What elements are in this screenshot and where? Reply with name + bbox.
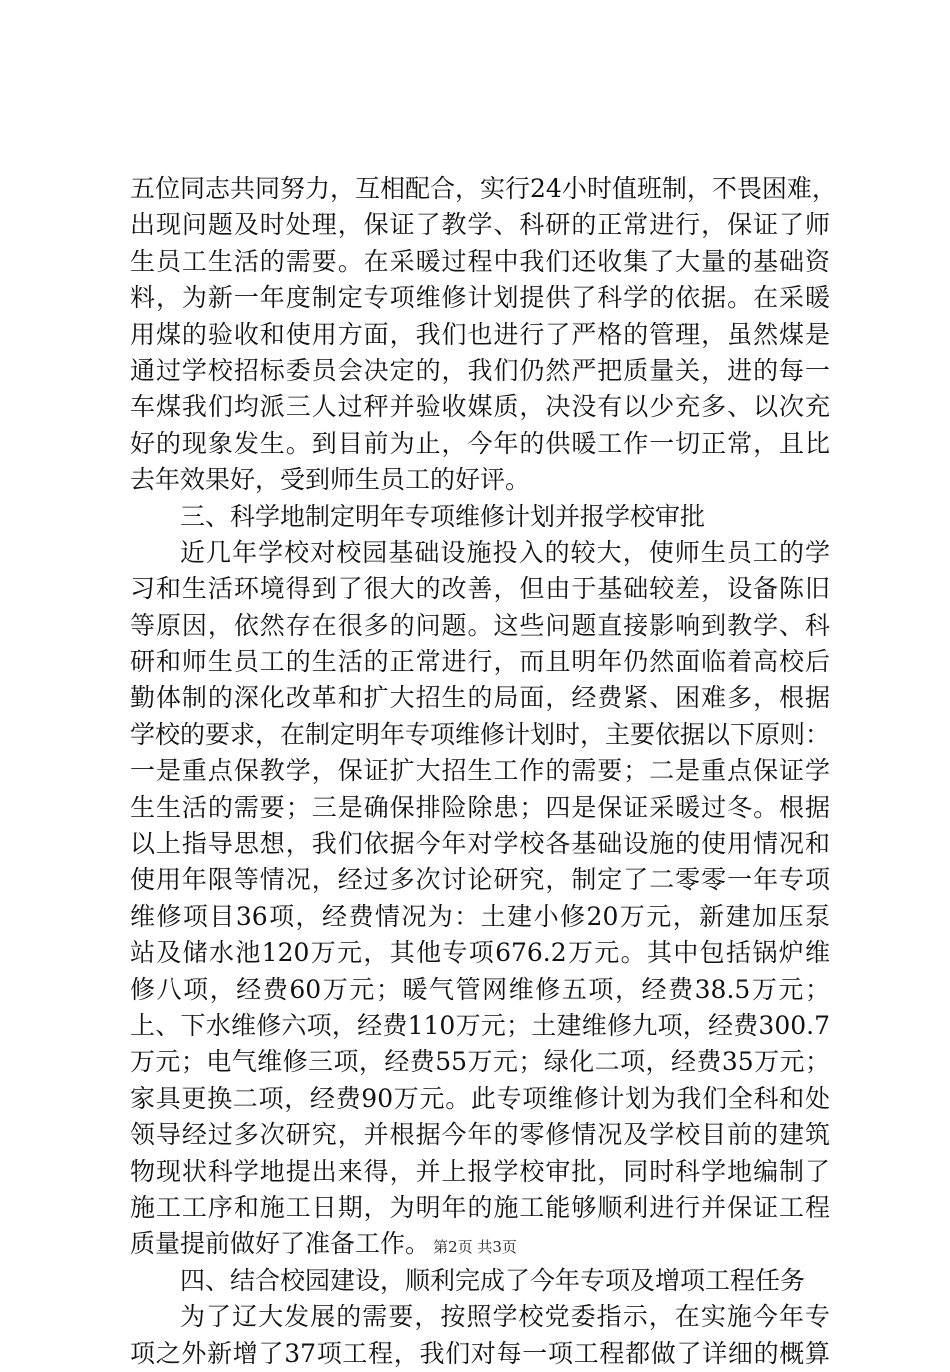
text-line: 为了辽大发展的需要，按照学校党委指示，在实施今年专 — [180, 1302, 830, 1332]
text-line: 研和师生员工的生活的正常进行，而且明年仍然面临着高校后 — [130, 647, 830, 677]
text-line: 一是重点保教学，保证扩大招生工作的需要；二是重点保证学 — [130, 756, 830, 786]
text-line: 五位同志共同努力，互相配合，实行24小时值班制，不畏困难， — [130, 174, 837, 203]
text-line: 万元；电气维修三项，经费55万元；绿化二项，经费35万元； — [130, 1047, 830, 1077]
text-line: 车煤我们均派三人过秤并验收媒质，决没有以少充多、以次充 — [130, 392, 830, 422]
text-line: 等原因，依然存在很多的问题。这些问题直接影响到教学、科 — [130, 610, 830, 640]
text-line: 以上指导思想，我们依据今年对学校各基础设施的使用情况和 — [130, 829, 830, 859]
document-body — [130, 171, 837, 1372]
text-line: 维修项目36项，经费情况为：土建小修20万元，新建加压泵 — [130, 901, 830, 931]
text-line: 生员工生活的需要。在采暖过程中我们还收集了大量的基础资 — [130, 246, 830, 276]
text-line: 学校的要求，在制定明年专项维修计划时，主要依据以下原则： — [130, 719, 831, 749]
text-line: 好的现象发生。到目前为止，今年的供暖工作一切正常，且比 — [130, 428, 830, 458]
text-line: 出现问题及时处理，保证了教学、科研的正常进行，保证了师 — [130, 210, 830, 240]
page-footer: 第2页 共3页 — [433, 1238, 517, 1256]
text-line: 施工工序和施工日期，为明年的施工能够顺利进行并保证工程 — [130, 1192, 830, 1222]
text-line: 料，为新一年度制定专项维修计划提供了科学的依据。在采暖 — [130, 283, 830, 313]
text-line: 用煤的验收和使用方面，我们也进行了严格的管理，虽然煤是 — [130, 319, 830, 349]
text-line: 质量提前做好了准备工作。 — [130, 1229, 431, 1259]
text-line: 近几年学校对校园基础设施投入的较大，使师生员工的学 — [180, 537, 830, 567]
text-line: 使用年限等情况，经过多次讨论研究，制定了二零零一年专项 — [130, 865, 830, 895]
text-line: 修八项，经费60万元；暖气管网维修五项，经费38.5万元； — [130, 974, 830, 1004]
text-line: 上、下水维修六项，经费110万元；土建维修九项，经费300.7 — [130, 1010, 830, 1040]
text-line: 项之外新增了37项工程，我们对每一项工程都做了详细的概算 — [130, 1338, 830, 1368]
text-line: 家具更换二项，经费90万元。此专项维修计划为我们全科和处 — [130, 1083, 830, 1113]
text-line: 物现状科学地提出来得，并上报学校审批，同时科学地编制了 — [130, 1156, 830, 1186]
text-line: 去年效果好，受到师生员工的好评。 — [130, 465, 531, 495]
text-line: 勤体制的深化改革和扩大招生的局面，经费紧、困难多，根据 — [130, 683, 830, 713]
text-line: 站及储水池120万元，其他专项676.2万元。其中包括锅炉维 — [130, 938, 830, 968]
text-line: 生生活的需要；三是确保排险除患；四是保证采暖过冬。根据 — [130, 792, 830, 822]
text-line: 通过学校招标委员会决定的，我们仍然严把质量关，进的每一 — [130, 355, 830, 385]
section-heading: 三、科学地制定明年专项维修计划并报学校审批 — [180, 501, 706, 531]
section-heading: 四、结合校园建设，顺利完成了今年专项及增项工程任务 — [180, 1265, 806, 1295]
text-line: 领导经过多次研究，并根据今年的零修情况及学校目前的建筑 — [130, 1120, 830, 1150]
text-line: 习和生活环境得到了很大的改善，但由于基础较差，设备陈旧 — [130, 574, 830, 604]
